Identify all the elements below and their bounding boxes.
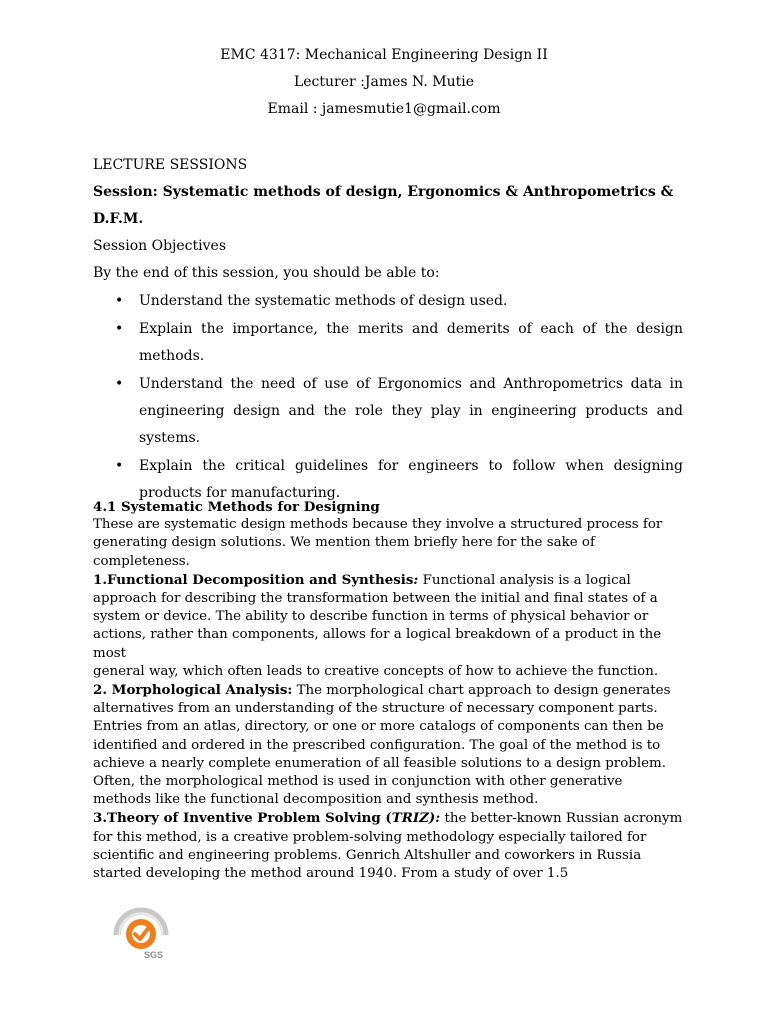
list-item	[93, 288, 683, 315]
sgs-certification-logo-icon	[110, 905, 172, 959]
list-item-text: Explain the importance, the merits and demerits of each of the design methods.	[139, 321, 683, 364]
course-title: EMC 4317: Mechanical Engineering Design II	[220, 47, 548, 63]
logo-text: SGS	[144, 950, 164, 959]
method-title-end: ):	[428, 810, 441, 827]
objectives-list	[93, 288, 683, 507]
list-item-text: Explain the critical guidelines for engineers to follow when designing products for manufacturing.	[139, 458, 683, 501]
method-morphological-analysis	[93, 681, 683, 809]
list-item-text: Understand the systematic methods of design used.	[139, 293, 508, 309]
document-header	[0, 42, 768, 123]
lecture-sessions	[93, 152, 683, 507]
method-functional-decomposition	[93, 571, 683, 663]
section-content	[93, 498, 683, 883]
method-text: the better-known Russian acronym for this method, is a creative problem-solving methodology especially tailored for scientific and engineering problems. Genrich Altshuller and coworkers in Russia started developing the method around 1940. From a study of over 1.5	[93, 811, 683, 882]
method-triz	[93, 809, 683, 883]
section-intro: These are systematic design methods because they involve a structured process for generating design solutions. We mention them briefly here for the sake of completeness.	[93, 517, 663, 569]
bullet-icon: •	[115, 458, 124, 474]
method-acronym: TRIZ	[391, 810, 429, 827]
lecturer-name: Lecturer :James N. Mutie	[293, 74, 475, 90]
list-item	[93, 316, 683, 370]
method-colon: :	[413, 571, 419, 588]
list-item-text: Understand the need of use of Ergonomics and Anthropometrics data in engineering design and the role they play in engineering products and systems.	[139, 376, 683, 446]
bullet-icon: •	[115, 321, 124, 337]
method-title: 2. Morphological Analysis:	[93, 682, 293, 699]
bullet-icon: •	[115, 376, 124, 392]
method-text-continued: general way, which often leads to creative concepts of how to achieve the function.	[93, 663, 659, 679]
method-title: 1.Functional Decomposition and Synthesis	[93, 571, 414, 588]
list-item	[93, 371, 683, 452]
method-title: 3.Theory of Inventive Problem Solving (	[93, 810, 392, 827]
objectives-heading: Session Objectives	[93, 238, 227, 254]
session-title: Session: Systematic methods of design, Ergonomics & Anthropometrics & D.F.M.	[93, 184, 674, 227]
section-heading: 4.1 Systematic Methods for Designing	[93, 499, 380, 515]
lecturer-email: Email : jamesmutie1@gmail.com	[267, 101, 501, 117]
sessions-heading: LECTURE SESSIONS	[93, 157, 248, 173]
method-text: The morphological chart approach to design generates alternatives from an understanding of the structure of necessary component parts. Entries from an atlas, directory, or one or more catalogs of components can then be identified and ordered in the prescribed configuration. The goal of the method is to achieve a nearly complete enumeration of all feasible solutions to a design problem. Often, the morphological method is used in conjunction with other generative methods like the functional decomposition and synthesis method.	[93, 683, 671, 808]
method-text: Functional analysis is a logical approach for describing the transformation between the initial and final states of a system or device. The ability to describe function in terms of physical behavior or actions, rather than components, allows for a logical breakdown of a product in the most	[93, 572, 662, 661]
objectives-intro: By the end of this session, you should be able to:	[93, 265, 440, 281]
bullet-icon: •	[115, 293, 124, 309]
